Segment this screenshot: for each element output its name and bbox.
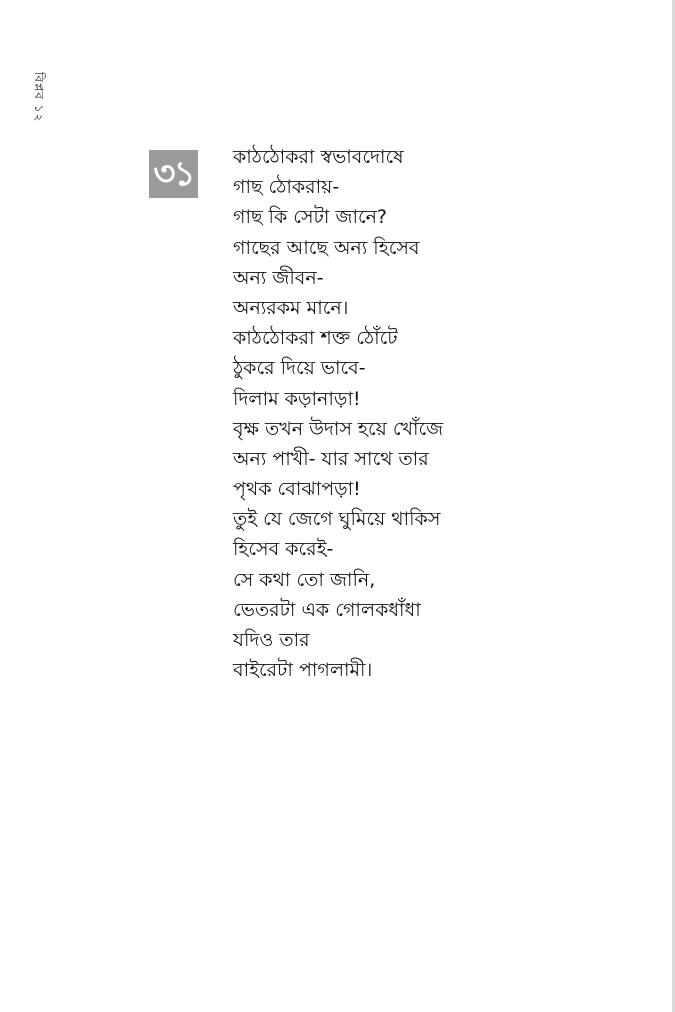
- poem-line: অন্য জীবন-: [233, 266, 324, 289]
- poem-line: বাইরেটা পাগলামী।: [233, 659, 373, 682]
- poem-line: গাছের আছে অন্য হিসেব: [233, 236, 420, 259]
- running-head: [25, 72, 53, 132]
- poem-line: হিসেব করেই-: [233, 538, 334, 561]
- poem-line: ভেতরটা এক গোলকধাঁধা: [233, 598, 421, 621]
- poem-line: দিলাম কড়ানাড়া!: [233, 387, 361, 410]
- poem-number-badge: [149, 150, 198, 198]
- poem-line: অন্যরকম মানে।: [233, 296, 349, 319]
- poem-line: ঠুকরে দিয়ে ভাবে-: [233, 357, 366, 380]
- poem-line: পৃথক বোঝাপড়া!: [233, 478, 361, 501]
- running-head-text: বিপ্লব ১২: [32, 72, 46, 123]
- poem-line: সে কথা তো জানি,: [233, 568, 376, 591]
- poem-line: বৃক্ষ তখন উদাস হয়ে খোঁজে: [233, 417, 444, 440]
- poem-line: যদিও তার: [233, 629, 310, 651]
- poem-body: [233, 142, 633, 685]
- poem-line: তুই যে জেগে ঘুমিয়ে থাকিস: [233, 508, 441, 531]
- poem-line: অন্য পাখী- যার সাথে তার: [233, 447, 429, 470]
- poem-line: কাঠঠোকরা স্বভাবদোষে: [233, 146, 404, 168]
- poem-line: গাছ ঠোকরায়-: [233, 176, 340, 199]
- poem-line: গাছ কি সেটা জানে?: [233, 206, 388, 229]
- poem-line: কাঠঠোকরা শক্ত ঠোঁটে: [233, 327, 398, 350]
- poem-number: ৩১: [153, 154, 194, 194]
